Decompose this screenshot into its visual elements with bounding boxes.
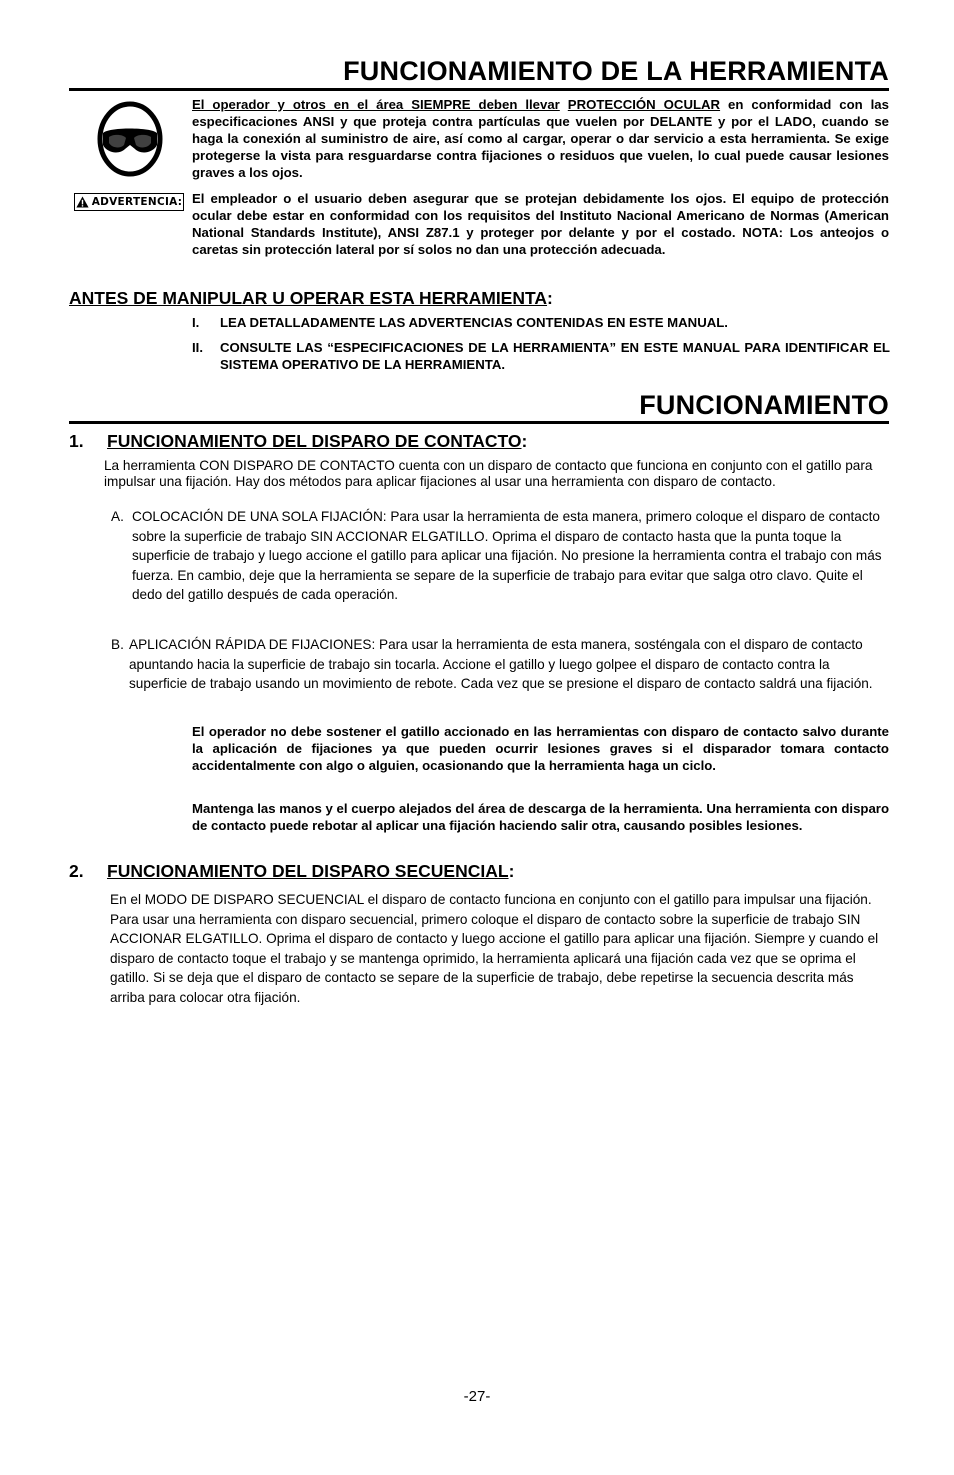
before-operating-heading-colon: : — [547, 288, 553, 308]
list-item-text: CONSULTE LAS “ESPECIFICACIONES DE LA HERRAMIENTA” EN ESTE MANUAL PARA IDENTIFICAR EL SISTEMA OPERATIVO DE LA HERRAMIENTA. — [220, 340, 890, 372]
list-item-label: I. — [192, 315, 200, 330]
item-text: COLOCACIÓN DE UNA SOLA FIJACIÓN: Para usar la herramienta de esta manera, primero coloque el disparo de contacto sobre la superficie de trabajo SIN ACCIONAR ELGATILLO. Oprima el disparo de contacto hasta que la punta toque la superficie de trabajo y luego accione el gatillo para aplicar una fijación. No presione la herramienta contra el trabajo con más fuerza. En cambio, deje que la herramienta se separe de la superficie de trabajo para evitar que salga otro clavo. Quite el dedo del gatillo después de cada operación. — [132, 509, 882, 603]
item-text: APLICACIÓN RÁPIDA DE FIJACIONES: Para usar la herramienta de esta manera, sosténgala con el disparo de contacto apuntando hacia la superficie de trabajo sin tocarla. Accione el gatillo y luego golpee el disparo de contacto contra la superficie de trabajo usando un movimiento de rebote. Cada vez que se presione el disparo de contacto saldrá una fijación. — [129, 637, 873, 692]
section-title: FUNCIONAMIENTO — [639, 390, 889, 420]
warning-badge-label: ADVERTENCIA: — [91, 196, 183, 208]
contact-trip-heading-colon: : — [521, 431, 528, 451]
contact-trip-heading-text: FUNCIONAMIENTO DEL DISPARO DE CONTACTO — [107, 431, 522, 451]
safety-goggles-icon — [97, 101, 163, 177]
list-item-text: LEA DETALLADAMENTE LAS ADVERTENCIAS CONTENIDAS EN ESTE MANUAL. — [220, 315, 728, 330]
eye-protection-paragraph — [192, 96, 889, 181]
rapid-fire-item — [111, 635, 891, 694]
page-number: -27- — [463, 1388, 491, 1405]
warning-triangle-icon — [76, 196, 89, 208]
contact-trip-heading — [69, 431, 889, 451]
sequential-trip-heading-colon: : — [508, 861, 515, 881]
section-number: 2. — [69, 861, 84, 881]
before-operating-heading-text: ANTES DE MANIPULAR U OPERAR ESTA HERRAMIENTA — [69, 288, 548, 308]
page-title: FUNCIONAMIENTO DE LA HERRAMIENTA — [343, 56, 889, 86]
sequential-trip-text: En el MODO DE DISPARO SECUENCIAL el disparo de contacto funciona en conjunto con el gatillo para impulsar una fijación. Para usar una herramienta con disparo secuencial, primero coloque el disparo de contacto sobre la superficie de trabajo SIN ACCIONAR ELGATILLO. Oprima el disparo de contacto y luego accione el gatillo para aplicar una fijación. Siempre y cuando el disparo de contacto toque el trabajo y se mantenga oprimido, la herramienta aplicará una fijación cada vez que se oprima el gatillo. Si se deja que el disparo de contacto se separe de la superficie de trabajo, debe repetirse la secuencia descrita más arriba para colocar otra fijación. — [110, 892, 879, 1005]
item-label: A. — [111, 509, 124, 524]
list-item — [192, 339, 890, 373]
sequential-trip-heading — [69, 861, 889, 881]
before-operating-heading — [69, 288, 889, 308]
eye-protection-underline-2: PROTECCIÓN OCULAR — [567, 97, 721, 112]
trigger-warning: El operador no debe sostener el gatillo accionado en las herramientas con disparo de contacto salvo durante la aplicación de fijaciones ya que pueden ocurrir lesiones graves si el disparador tomara contacto accidentalmente con algo o alguien, ocasionando que la herramienta haga un ciclo. — [192, 724, 889, 773]
title-rule — [69, 421, 889, 424]
employer-paragraph: El empleador o el usuario deben asegurar que se protejan debidamente los ojos. El equipo de protección ocular debe estar en conformidad con los requisitos del Instituto Nacional Americano de Normas (American National Standards Institute), ANSI Z87.1 y proteger por delante y por el costado. NOTA: Los anteojos o caretas sin protección lateral por sí solos no dan una protección adecuada. — [192, 191, 889, 257]
item-label: B. — [111, 637, 124, 652]
eye-protection-text: en conformidad con las especificaciones ANSI y que proteja contra partículas que vuelen por DELANTE y por el LADO, cuando se haga la conexión al suministro de aire, así como al cargar, operar o dar servicio a esta herramienta. Se exige protegerse la vista para resguardarse contra fijaciones o residuos que vuelen, lo cual puede causar lesiones graves a los ojos. — [192, 97, 889, 180]
title-rule — [69, 88, 889, 91]
list-item — [192, 314, 890, 332]
sequential-trip-heading-text: FUNCIONAMIENTO DEL DISPARO SECUENCIAL — [107, 861, 509, 881]
warning-badge — [74, 193, 184, 211]
section-number: 1. — [69, 431, 84, 451]
eye-protection-underline-1: El operador y otros en el área SIEMPRE deben llevar — [192, 97, 560, 112]
hands-warning: Mantenga las manos y el cuerpo alejados del área de descarga de la herramienta. Una herramienta con disparo de contacto puede rebotar al aplicar una fijación haciendo salir otra, causando posibles lesiones. — [192, 801, 889, 833]
contact-trip-intro: La herramienta CON DISPARO DE CONTACTO cuenta con un disparo de contacto que funciona en conjunto con el gatillo para impulsar una fijación. Hay dos métodos para aplicar fijaciones al usar una herramienta con disparo de contacto. — [104, 458, 873, 489]
single-fastener-item — [111, 507, 891, 605]
list-item-label: II. — [192, 340, 203, 355]
